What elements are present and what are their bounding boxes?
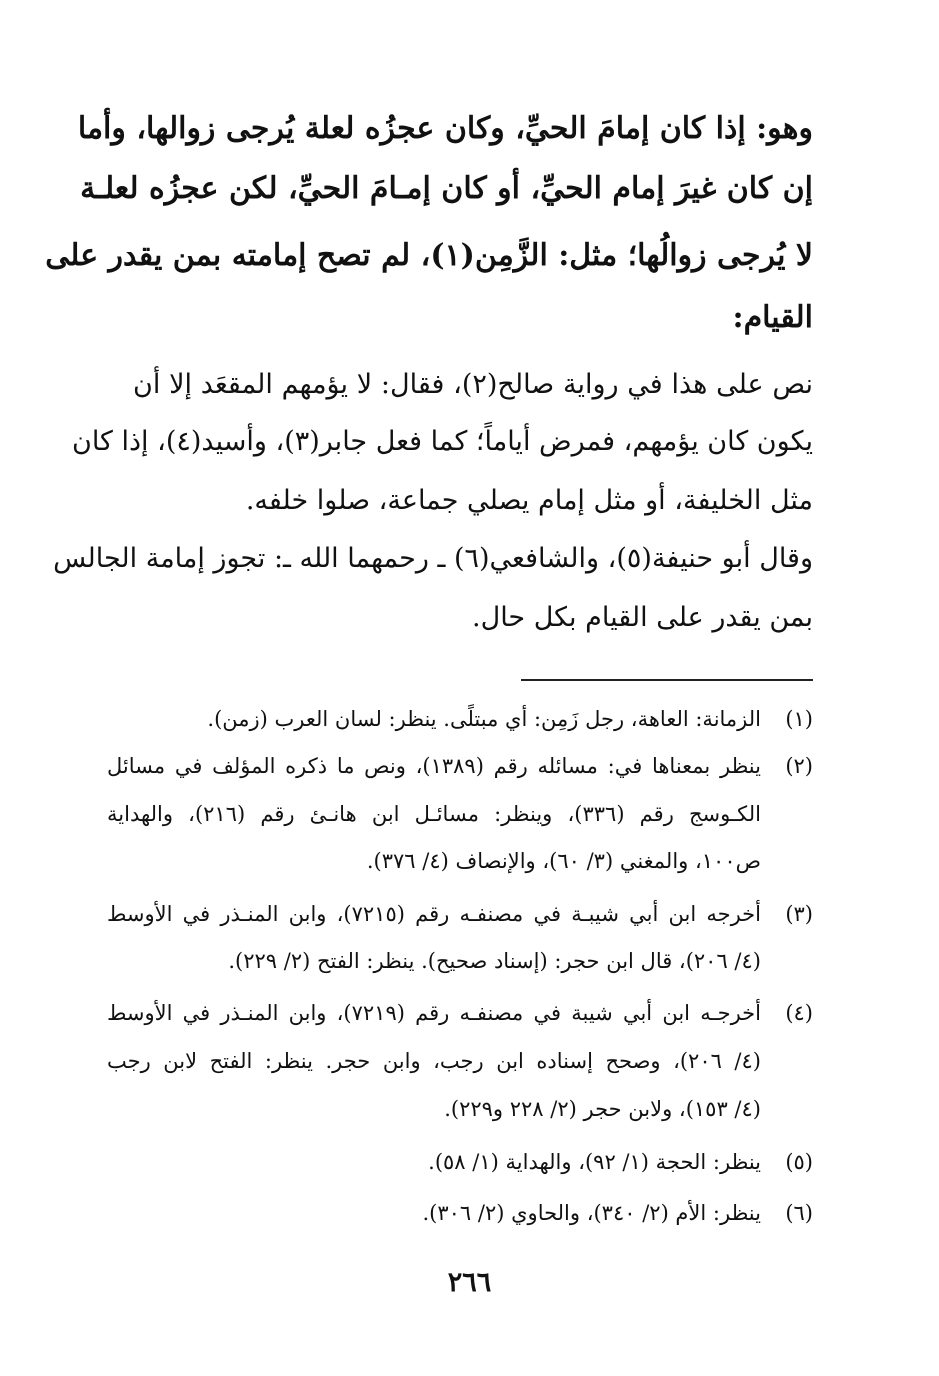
heading-line: إن كان غيرَ إمام الحيِّ، أو كان إمـامَ الحيِّ، لكن عجزُه لعلـة bbox=[80, 171, 813, 206]
footnote-line: ينظر: الأم (٢/ ٣٤٠)، والحاوي (٢/ ٣٠٦). bbox=[422, 1201, 761, 1225]
footnote-number: (٥) bbox=[785, 1150, 813, 1174]
paragraph-line: يكون كان يؤمهم، فمرض أياماً؛ كما فعل جابر(٣)، وأسيد(٤)، إذا كان bbox=[72, 426, 813, 457]
heading-line: لا يُرجى زوالُها؛ مثل: الزَّمِن(١)، لم تصح إمامته بمن يقدر على bbox=[45, 238, 813, 273]
footnote-separator bbox=[521, 679, 813, 681]
footnote-line: ينظر: الحجة (١/ ٩٢)، والهداية (١/ ٥٨). bbox=[428, 1150, 761, 1174]
footnote-number: (٢) bbox=[785, 754, 813, 778]
footnote-number: (١) bbox=[785, 707, 813, 731]
footnote-line: أخرجه ابن أبي شيبـة في مصنفـه رقم (٧٢١٥)، وابن المنـذر في الأوسط bbox=[107, 902, 761, 926]
paragraph-line: بمن يقدر على القيام بكل حال. bbox=[472, 602, 813, 633]
footnote-line: (٤/ ٢٠٦)، قال ابن حجر: (إسناد صحيح). ينظر: الفتح (٢/ ٢٢٩). bbox=[228, 949, 761, 973]
heading-line: وهو: إذا كان إمامَ الحيِّ، وكان عجزُه لعلة يُرجى زوالها، وأما bbox=[77, 111, 813, 146]
footnote-line: (٤/ ١٥٣)، ولابن حجر (٢/ ٢٢٨ و٢٢٩). bbox=[444, 1097, 761, 1121]
footnote-number: (٣) bbox=[785, 902, 813, 926]
footnote-number: (٤) bbox=[785, 1001, 813, 1025]
footnote-number: (٦) bbox=[785, 1201, 813, 1225]
heading-line: القيام: bbox=[732, 300, 813, 335]
page-number: ٢٦٦ bbox=[447, 1267, 492, 1298]
paragraph-line: نص على هذا في رواية صالح(٢)، فقال: لا يؤمهم المقعَد إلا أن bbox=[133, 369, 813, 400]
paragraph-line: وقال أبو حنيفة(٥)، والشافعي(٦) ـ رحمهما الله ـ: تجوز إمامة الجالس bbox=[53, 543, 813, 574]
paragraph-line: مثل الخليفة، أو مثل إمام يصلي جماعة، صلوا خلفه. bbox=[245, 485, 813, 516]
footnote-line: ينظر بمعناها في: مسائله رقم (١٣٨٩)، ونص ما ذكره المؤلف في مسائل bbox=[107, 754, 761, 778]
footnote-line: (٤/ ٢٠٦)، وصحح إسناده ابن رجب، وابن حجر. ينظر: الفتح لابن رجب bbox=[107, 1049, 761, 1073]
footnote-line: الكـوسج رقم (٣٣٦)، وينظر: مسائـل ابن هانـئ رقم (٢١٦)، والهداية bbox=[107, 802, 761, 826]
footnote-line: الزمانة: العاهة، رجل زَمِن: أي مبتلًى. ينظر: لسان العرب (زمن). bbox=[207, 707, 761, 731]
footnote-line: أخرجـه ابن أبي شيبة في مصنفـه رقم (٧٢١٩)، وابن المنـذر في الأوسط bbox=[107, 1001, 761, 1025]
footnote-line: ص١٠٠، والمغني (٣/ ٦٠)، والإنصاف (٤/ ٣٧٦). bbox=[366, 849, 761, 873]
